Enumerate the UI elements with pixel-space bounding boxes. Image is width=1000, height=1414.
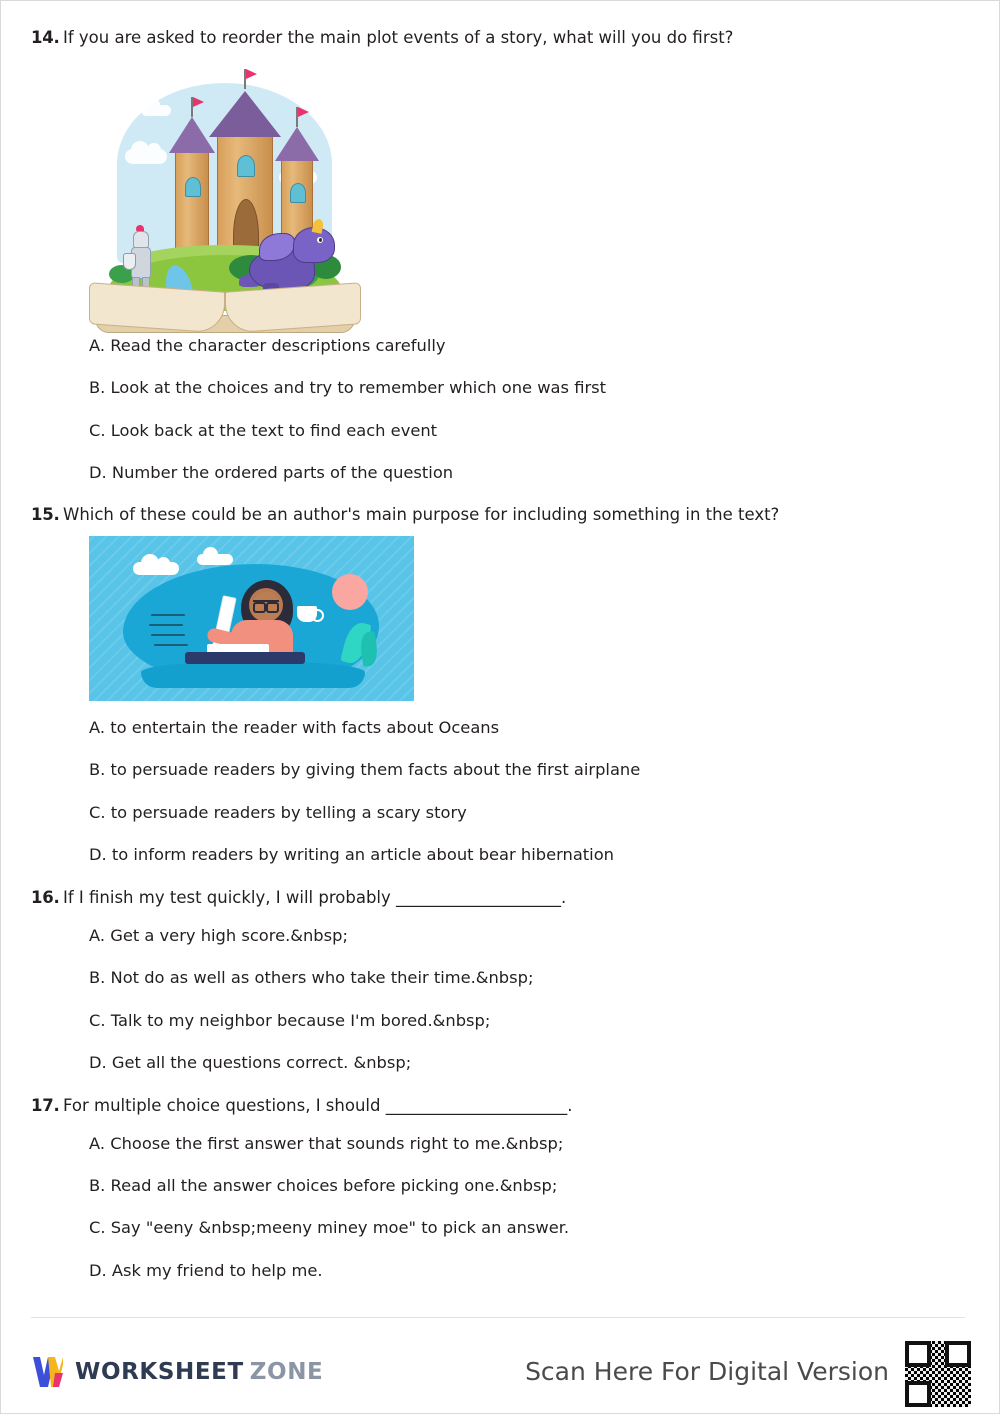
question-17-header [31,1095,965,1117]
choice-option[interactable]: C. Talk to my neighbor because I'm bored.&nbsp; [89,1010,491,1030]
question-15-image [89,536,965,701]
cloud-icon [125,149,167,164]
question-text: Which of these could be an author's main purpose for including something in the text? [63,504,780,524]
desk-shape [185,652,305,664]
scan-prompt-text: Scan Here For Digital Version [525,1357,889,1386]
choice-option[interactable]: B. Not do as well as others who take their time.&nbsp; [89,968,534,988]
coffee-cup-icon [297,606,317,622]
question-14-choices [89,335,965,483]
question-block-17 [31,1095,965,1281]
brand-logo[interactable] [31,1353,323,1391]
choice-option[interactable]: A. Get a very high score.&nbsp; [89,926,348,946]
fern-icon [149,610,189,654]
choice-option[interactable]: B. Read all the answer choices before picking one.&nbsp; [89,1176,558,1196]
footer-divider [31,1317,965,1318]
question-text: For multiple choice questions, I should ______________________. [63,1095,573,1115]
page-footer [1,1317,999,1413]
question-block-15 [31,504,965,865]
question-16-choices [89,925,965,1073]
glasses-icon [253,600,279,609]
worksheet-zone-logo-icon [31,1353,65,1391]
choice-option[interactable]: A. to entertain the reader with facts about Oceans [89,718,500,738]
tower-roof-icon [209,91,281,137]
question-15-header [31,504,965,526]
brand-name-primary: WORKSHEET [75,1359,244,1385]
question-number: 15. [31,504,60,524]
question-number: 16. [31,887,60,907]
open-book-shape [89,287,359,345]
question-number: 14. [31,28,60,47]
question-15-choices [89,717,965,865]
question-block-14 [31,27,965,483]
cloud-icon [133,562,179,575]
question-block-16 [31,887,965,1073]
castle-window [237,155,255,177]
sun-icon [332,574,368,610]
choice-option[interactable]: C. to persuade readers by telling a scary story [89,802,467,822]
choice-option[interactable]: D. to inform readers by writing an article about bear hibernation [89,844,614,864]
flag-icon [191,97,193,117]
question-text: If you are asked to reorder the main plot events of a story, what will you do first? [63,28,734,47]
cloud-icon [197,554,233,565]
qr-code[interactable] [905,1341,971,1407]
writer-at-desk-illustration [89,536,414,701]
flag-icon [244,69,246,89]
choice-option[interactable]: A. Read the character descriptions carefully [89,336,446,356]
question-14-header [31,27,965,49]
tower-roof-icon [275,127,319,161]
storybook-castle-illustration [89,59,359,319]
castle-window [185,177,201,197]
question-14-image [89,59,965,319]
question-text: If I finish my test quickly, I will probably ____________________. [63,887,567,907]
cloud-icon [141,105,171,116]
worksheet-content [1,1,999,1281]
brand-wordmark [75,1359,323,1385]
question-number: 17. [31,1095,60,1115]
choice-option[interactable]: D. Number the ordered parts of the question [89,462,454,482]
choice-option[interactable]: A. Choose the first answer that sounds right to me.&nbsp; [89,1134,564,1154]
question-16-header [31,887,965,909]
choice-option[interactable]: B. to persuade readers by giving them facts about the first airplane [89,760,641,780]
choice-option[interactable]: C. Say "eeny &nbsp;meeny miney moe" to pick an answer. [89,1218,570,1238]
choice-option[interactable]: C. Look back at the text to find each event [89,420,438,440]
choice-option[interactable]: B. Look at the choices and try to remember which one was first [89,378,607,398]
flag-icon [296,107,298,127]
choice-option[interactable]: D. Ask my friend to help me. [89,1260,323,1280]
brand-name-secondary: ZONE [249,1359,324,1385]
question-17-choices [89,1133,965,1281]
castle-window [290,183,306,203]
ground-shape [141,662,365,688]
choice-option[interactable]: D. Get all the questions correct. &nbsp; [89,1052,412,1072]
